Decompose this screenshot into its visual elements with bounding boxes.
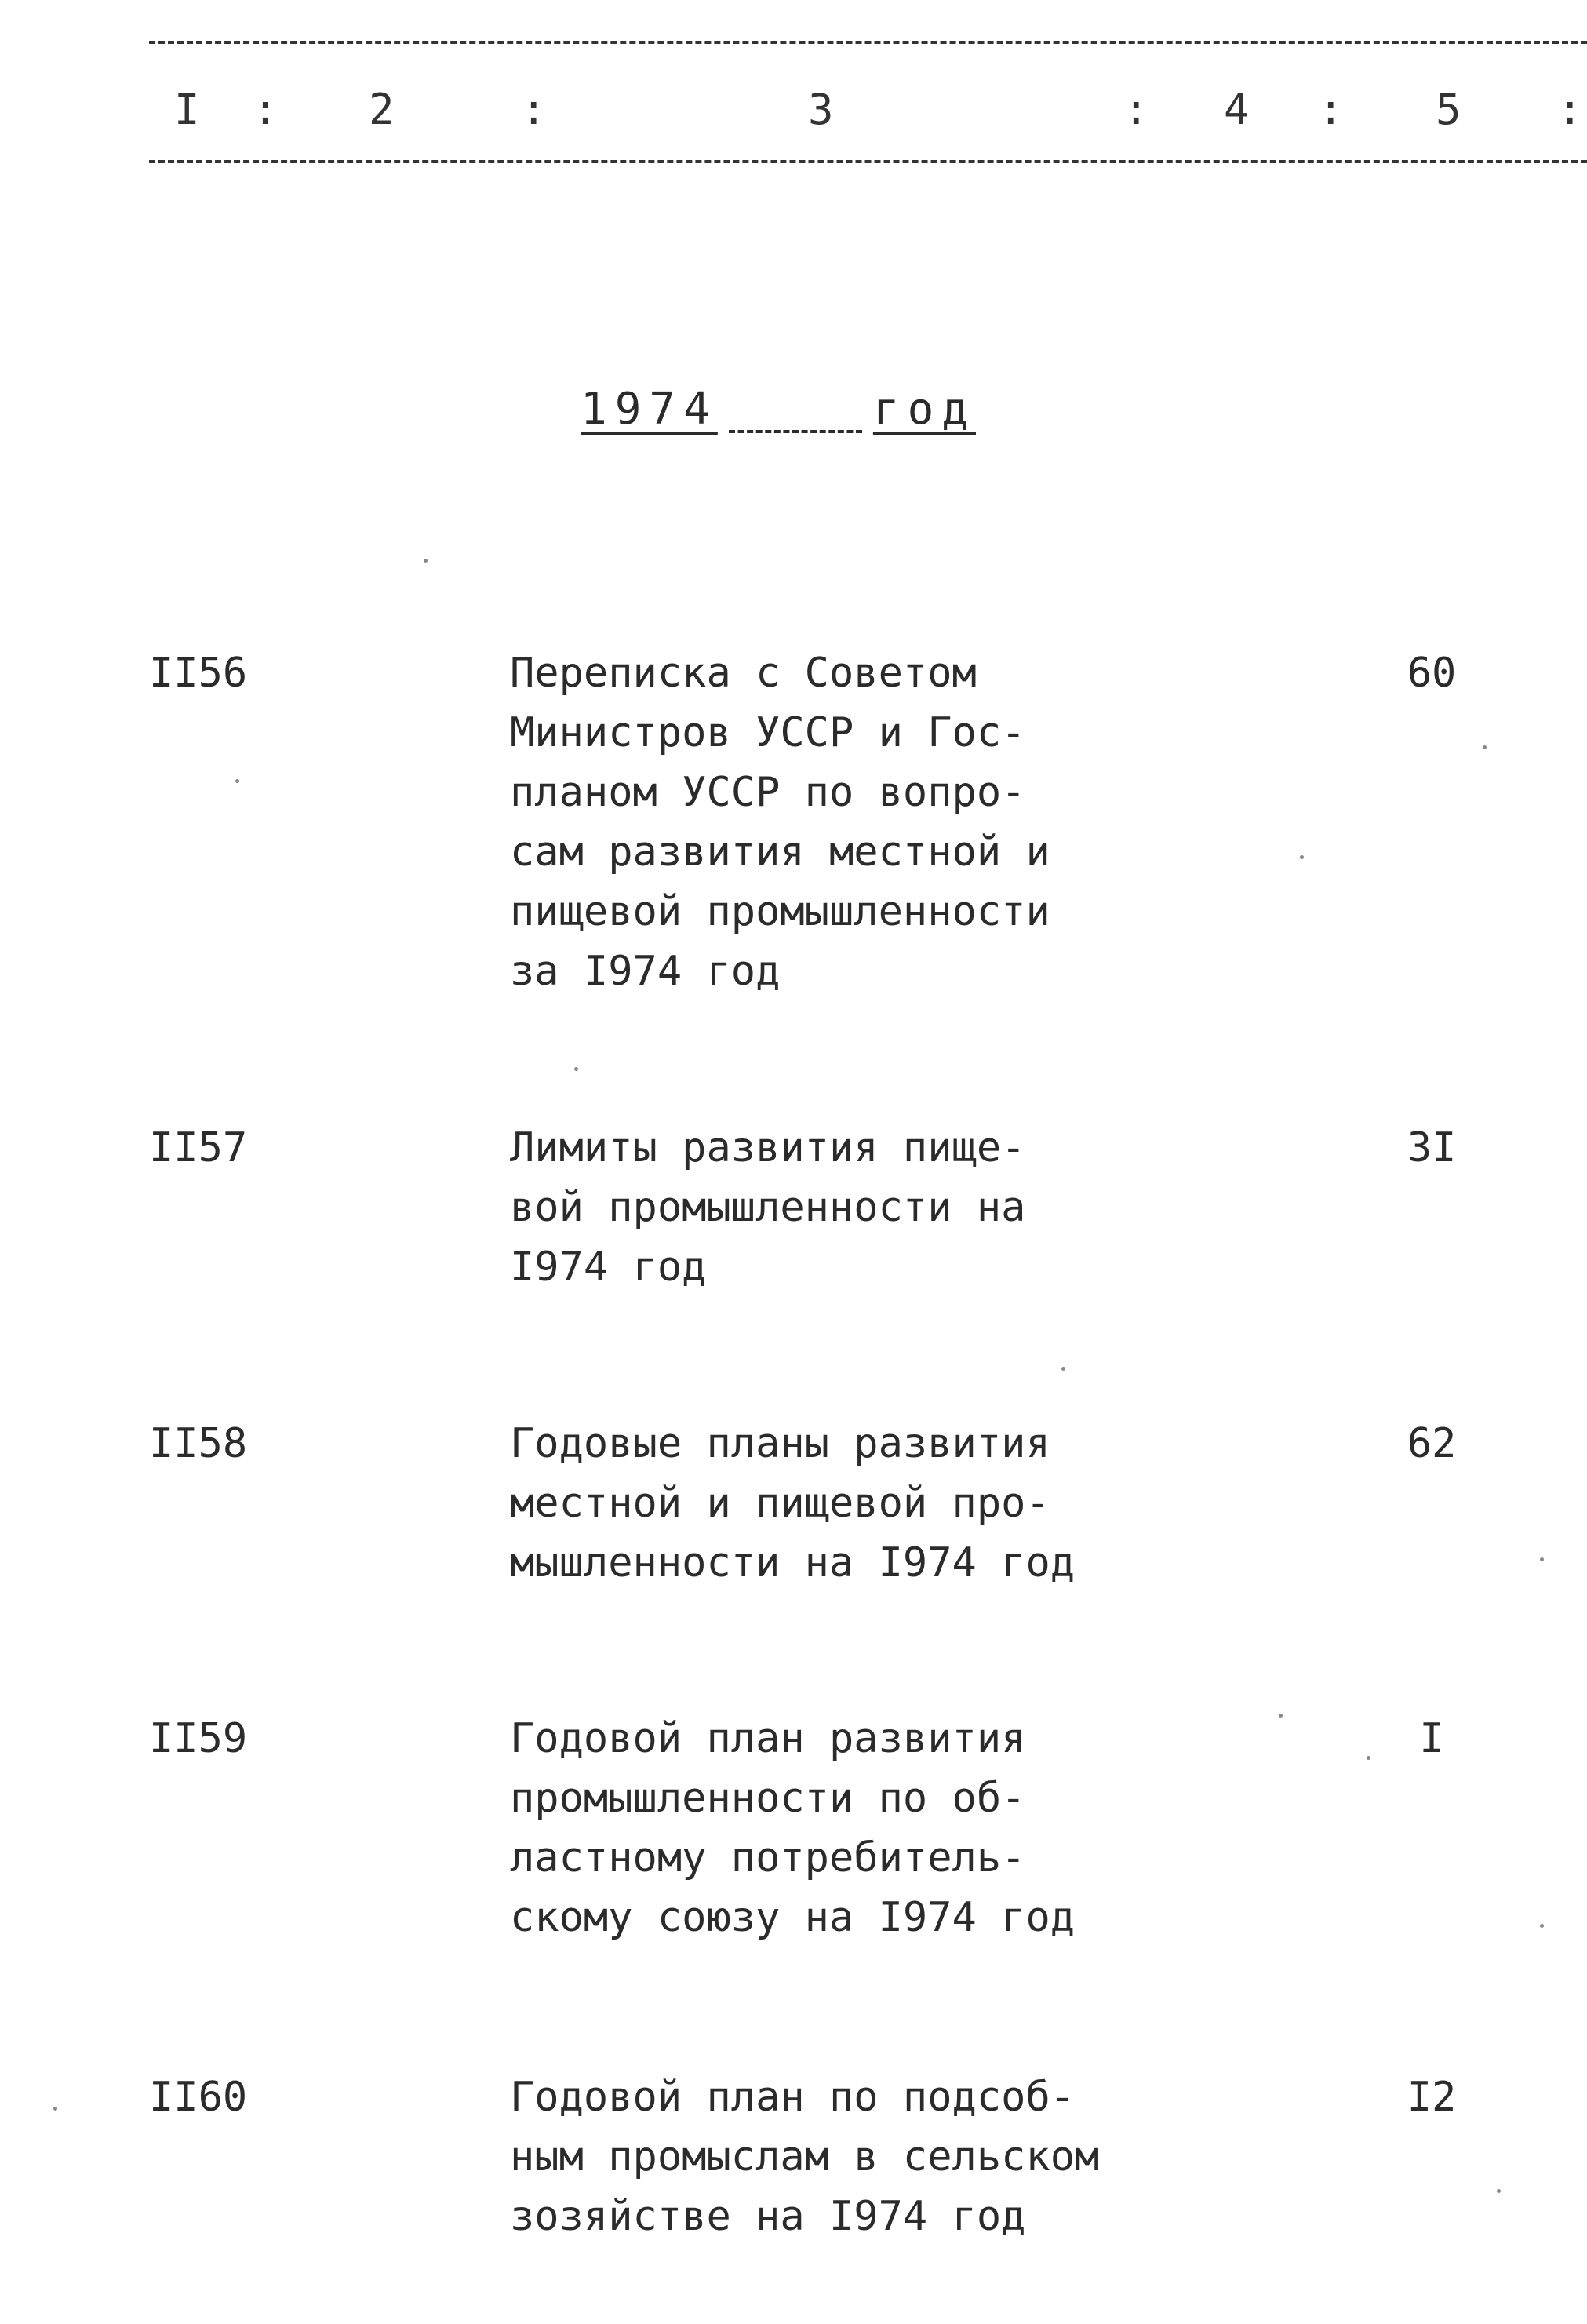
column-header-5: 5: [1436, 85, 1461, 134]
entry-title-line: Переписка с Советом: [510, 650, 977, 697]
header-top-rule: [149, 41, 1587, 44]
entry-title-line: за I974 год: [510, 948, 781, 995]
entry-title-line: местной и пищевой про-: [510, 1480, 1050, 1527]
scan-speck: [1483, 745, 1487, 749]
entry-title-line: I974 год: [510, 1244, 707, 1291]
entry-title-line: пищевой промышленности: [510, 888, 1050, 935]
entry-page-count: I2: [1407, 2074, 1457, 2121]
scan-speck: [1540, 1557, 1544, 1561]
entry-title-line: Годовой план по подсоб-: [510, 2074, 1076, 2121]
entry-title-line: ным промыслам в сельском: [510, 2133, 1100, 2180]
entry-title-line: скому союзу на I974 год: [510, 1894, 1076, 1941]
entry-title-line: Лимиты развития пище-: [510, 1124, 1026, 1171]
column-separator-1: :: [253, 85, 278, 134]
heading-dash-gap: [729, 430, 862, 433]
entry-page-count: 60: [1407, 650, 1457, 697]
scan-speck: [424, 559, 428, 563]
entry-number: II60: [149, 2074, 248, 2121]
scan-speck: [1367, 1756, 1370, 1760]
entry-title: [510, 1414, 1106, 1593]
column-separator-5: :: [1557, 85, 1583, 134]
entry-title-line: промышленности по об-: [510, 1775, 1026, 1822]
scan-speck: [1279, 1714, 1283, 1718]
column-header-3: 3: [808, 85, 834, 134]
entry-title-line: Годовой план развития: [510, 1715, 1026, 1762]
entry-page-count: 3I: [1407, 1124, 1457, 1171]
entry-title-line: вой промышленности на: [510, 1184, 1026, 1231]
entry-page-count: I: [1419, 1715, 1444, 1762]
entry-page-count: 62: [1407, 1420, 1457, 1467]
entry-title-line: Годовые планы развития: [510, 1420, 1050, 1467]
scan-speck: [1540, 1924, 1544, 1928]
entry-title-line: планом УССР по вопро-: [510, 769, 1026, 816]
entry-title-line: Министров УССР и Гос-: [510, 709, 1026, 756]
scan-speck: [1497, 2189, 1501, 2193]
section-word: год: [872, 384, 977, 435]
column-header-4: 4: [1224, 85, 1250, 134]
entry-title: [510, 643, 1106, 1001]
entry-title-line: сам развития местной и: [510, 829, 1050, 876]
entry-number: II57: [149, 1124, 248, 1171]
column-separator-4: :: [1318, 85, 1344, 134]
scan-speck: [235, 779, 239, 783]
column-header-2: 2: [369, 85, 395, 134]
entry-title: [510, 1118, 1106, 1297]
entry-number: II56: [149, 650, 248, 697]
entry-number: II58: [149, 1420, 248, 1467]
column-header-1: I: [174, 85, 200, 134]
column-separator-3: :: [1123, 85, 1149, 134]
entry-title: [510, 2067, 1106, 2246]
scan-speck: [1061, 1367, 1065, 1371]
scan-speck: [1300, 855, 1304, 859]
entry-title-line: ластному потребитель-: [510, 1834, 1026, 1881]
entry-number: II59: [149, 1715, 248, 1762]
column-separator-2: :: [521, 85, 547, 134]
section-heading: [581, 384, 976, 435]
entry-title-line: зозяйстве на I974 год: [510, 2193, 1026, 2240]
scan-speck: [53, 2107, 57, 2111]
scan-speck: [574, 1067, 578, 1071]
entry-title: [510, 1709, 1106, 1947]
header-bottom-rule: [149, 160, 1587, 163]
section-year: 1974: [581, 384, 718, 435]
entry-title-line: мышленности на I974 год: [510, 1539, 1076, 1586]
